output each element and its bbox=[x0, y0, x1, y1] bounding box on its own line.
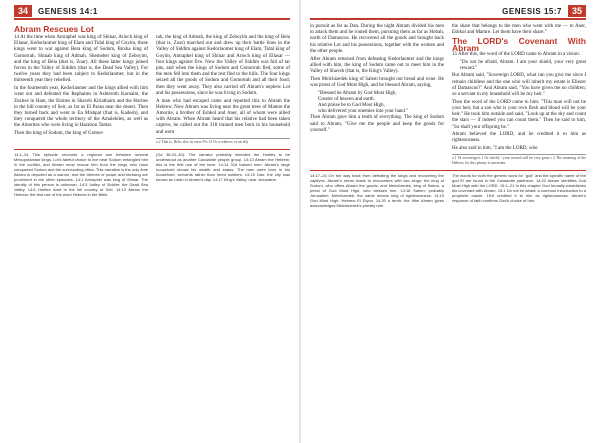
right-study-col-1: 14:17–24 On the way back from defeating the kings and recovering the captives, Abram's return leads to encounters with two kings: the king of Sodom, who offers Abram the goods, and Melchizedek, king of Salem, a priest of God Most High, who blesses him. 14:18 Salem: probably Jerusalem. Melchizedek: the name means king of righteousness. 14:19 God Most High: Hebrew El Elyon. 14:20 a tenth: the tithe Abram gives acknowledges Melchizedek's priestly role. bbox=[310, 172, 444, 208]
scripture-paragraph: Then Melchizedek king of Salem brought out bread and wine. He was priest of God Most High, and he blessed Abram, saying, bbox=[310, 76, 444, 88]
scripture-paragraph: rah, the king of Admah, the king of Zeboyim and the king of Bela (that is, Zoar) marched out and drew up their battle lines in the Valley of Siddim against Kedorlaomer king of Elam, Tidal king of Goyim, Amraphel king of Shinar and Arioch king of Ellasar — four kings against five. Now the Valley of Siddim was full of tar pits, and when the kings of Sodom and Gomorrah fled, some of the men fell into them and the rest fled to the hills. The four kings seized all the goods of Sodom and Gomorrah and all their food; then they went away. They also carried off Abram's nephew Lot and his possessions, since he was living in Sodom. bbox=[156, 35, 290, 96]
blessing-poem bbox=[310, 91, 444, 116]
left-running-head bbox=[14, 4, 290, 20]
left-study-notes bbox=[14, 149, 290, 197]
right-footnotes: a 1 Or sovereign b 1 Or shield; / your reward will be very great c 2 The meaning of the Hebrew for this phrase is uncertain. bbox=[452, 156, 586, 166]
scripture-paragraph: A man who had escaped came and reported this to Abram the Hebrew. Now Abram was living near the great trees of Mamre the Amorite, a brother of Eshkol and Aner, all of whom were allied with Abram. When Abram heard that his relative had been taken captive, he called out the 318 trained men born in his household and went bbox=[156, 98, 290, 135]
right-study-col-2: The words for both the generic word for "god" and the specific name of the god El are found in the Canaanite pantheon. 14:22 Abram identifies God Most High with the LORD. 15:1–21 In this chapter God formally establishes his covenant with Abram. 15:1 Do not be afraid: a common introduction to a prophetic oracle. 15:6 credited it to him as righteousness: Abram's response of faith confirms God's choice of him. bbox=[452, 172, 586, 203]
poem-line: Creator of heaven and earth. bbox=[318, 96, 375, 102]
right-running-head bbox=[310, 4, 586, 20]
scripture-paragraph: in pursuit as far as Dan. During the night Abram divided his men to attack them and he routed them, pursuing them as far as Hobah, north of Damascus. He recovered all the goods and brought back his relative Lot and his possessions, together with the women and the other people. bbox=[310, 24, 444, 54]
left-footnotes: a 2 That is, Bela; also in verse 8 b 13 Or a relative; or an ally bbox=[156, 138, 290, 145]
right-page-number: 35 bbox=[568, 5, 586, 17]
right-scripture-col-1 bbox=[310, 24, 444, 166]
poem-line: "Blessed be Abram by God Most High, bbox=[318, 90, 397, 96]
poem-line: who delivered your enemies into your hand." bbox=[318, 109, 409, 115]
scripture-paragraph: But Abram said, "Sovereign LORD, what can you give me since I remain childless and the one who will inherit my estate is Eliezer of Damascus?" And Abram said, "You have given me no children; so a servant in my household will be my heir." bbox=[452, 73, 586, 98]
scripture-paragraph: the share that belongs to the men who went with me — to Aner, Eshkol and Mamre. Let them have their share." bbox=[452, 24, 586, 36]
scripture-paragraph: In the fourteenth year, Kedorlaomer and the kings allied with him went out and defeated the Rephaites in Ashteroth Karnaim, the Zuzites in Ham, the Emites in Shaveh Kiriathaim and the Horites in the hill country of Seir, as far as El Paran near the desert. Then they turned back and went to En Mishpat (that is, Kadesh), and they conquered the whole territory of the Amalekites, as well as the Amorites who were living in Hazezon Tamar. bbox=[14, 86, 148, 129]
scripture-paragraph: Then the king of Sodom, the king of Gomor- bbox=[14, 131, 104, 137]
section-title-covenant: The LORD's Covenant With Abram bbox=[452, 36, 586, 53]
scripture-poem: "Do not be afraid, Abram. I am your shield, your very great reward." bbox=[460, 59, 586, 71]
left-page-number: 34 bbox=[14, 5, 32, 17]
right-running-ref: GENESIS 15:7 bbox=[502, 6, 562, 16]
left-scripture-col-2 bbox=[156, 35, 290, 145]
scripture-paragraph: He also said to him, "I am the LORD, who bbox=[452, 146, 538, 152]
left-running-ref: GENESIS 14:1 bbox=[38, 6, 98, 16]
scripture-paragraph: Then the word of the LORD came to him: "This man will not be your heir, but a son who is your own flesh and blood will be your heir." He took him outside and said, "Look up at the sky and count the stars — if indeed you can count them." Then he said to him, "So shall your offspring be." bbox=[452, 99, 586, 130]
left-study-col-1: 14:1–24 This episode recounts a regional war between several Mesopotamian kings. Lot's fateful choice to live near Sodom entangled him in the conflict, and Abram must rescue him from the kings who have conquered Sodom and the surrounding cities. This narrative is the only time Abram is depicted as a warrior, and the themes of power and blessing are prominent in the other episodes. 14:1 Amraphel was king of Shinar. The identity of this person is unknown. 14:3 Valley of Siddim: the Dead Sea Valley. 14:6 Horites lived in the hill country of Seir. 14:13 Abram the Hebrew: the first use of the word Hebrew in the Bible. bbox=[14, 151, 148, 197]
scripture-paragraph: 15 After this, the word of the LORD came to Abram in a vision: bbox=[452, 51, 581, 57]
right-page bbox=[300, 0, 600, 443]
left-study-col-2: (Ge 36:20–30). The narrator probably intended the Horites to be understood as another Canaanite people group. 14:13 Abram the Hebrew: this is the first use of the term. 14:14 318 trained men: Abram's large household shows his wealth and status. The men were born in his household, servants rather than hired soldiers. 14:15 Dan: the city was known as Laish in Abram's day. 14:17 King's Valley: near Jerusalem. bbox=[156, 151, 290, 182]
scripture-paragraph: 14 At the time when Amraphel was king of Shinar, Arioch king of Ellasar, Kedorlaomer king of Elam and Tidal king of Goyim, these kings went to war against Bera king of Sodom, Birsha king of Gomorrah, Shinab king of Admah, Shemeber king of Zeboyim, and the king of Bela (that is, Zoar). All these latter kings joined forces in the Valley of Siddim (that is, the Dead Sea Valley). For twelve years they had been subject to Kedorlaomer, but in the thirteenth year they rebelled. bbox=[14, 35, 148, 84]
left-scripture-col-1 bbox=[14, 35, 148, 145]
scripture-paragraph: Abram believed the LORD, and he credited it to him as righteousness. bbox=[452, 132, 586, 144]
right-study-notes bbox=[310, 170, 586, 208]
section-title-abram-rescues-lot: Abram Rescues Lot bbox=[14, 24, 94, 34]
poem-line: And praise be to God Most High, bbox=[318, 102, 385, 108]
scripture-paragraph: After Abram returned from defeating Kedorlaomer and the kings allied with him, the king of Sodom came out to meet him in the Valley of Shaveh (that is, the King's Valley). bbox=[310, 56, 444, 74]
left-scripture-columns bbox=[14, 35, 290, 145]
right-scripture-columns bbox=[310, 24, 586, 166]
right-scripture-col-2 bbox=[452, 24, 586, 166]
scripture-paragraph: Then Abram gave him a tenth of everything. The king of Sodom said to Abram, "Give me the people and keep the goods for yourself." bbox=[310, 115, 444, 133]
